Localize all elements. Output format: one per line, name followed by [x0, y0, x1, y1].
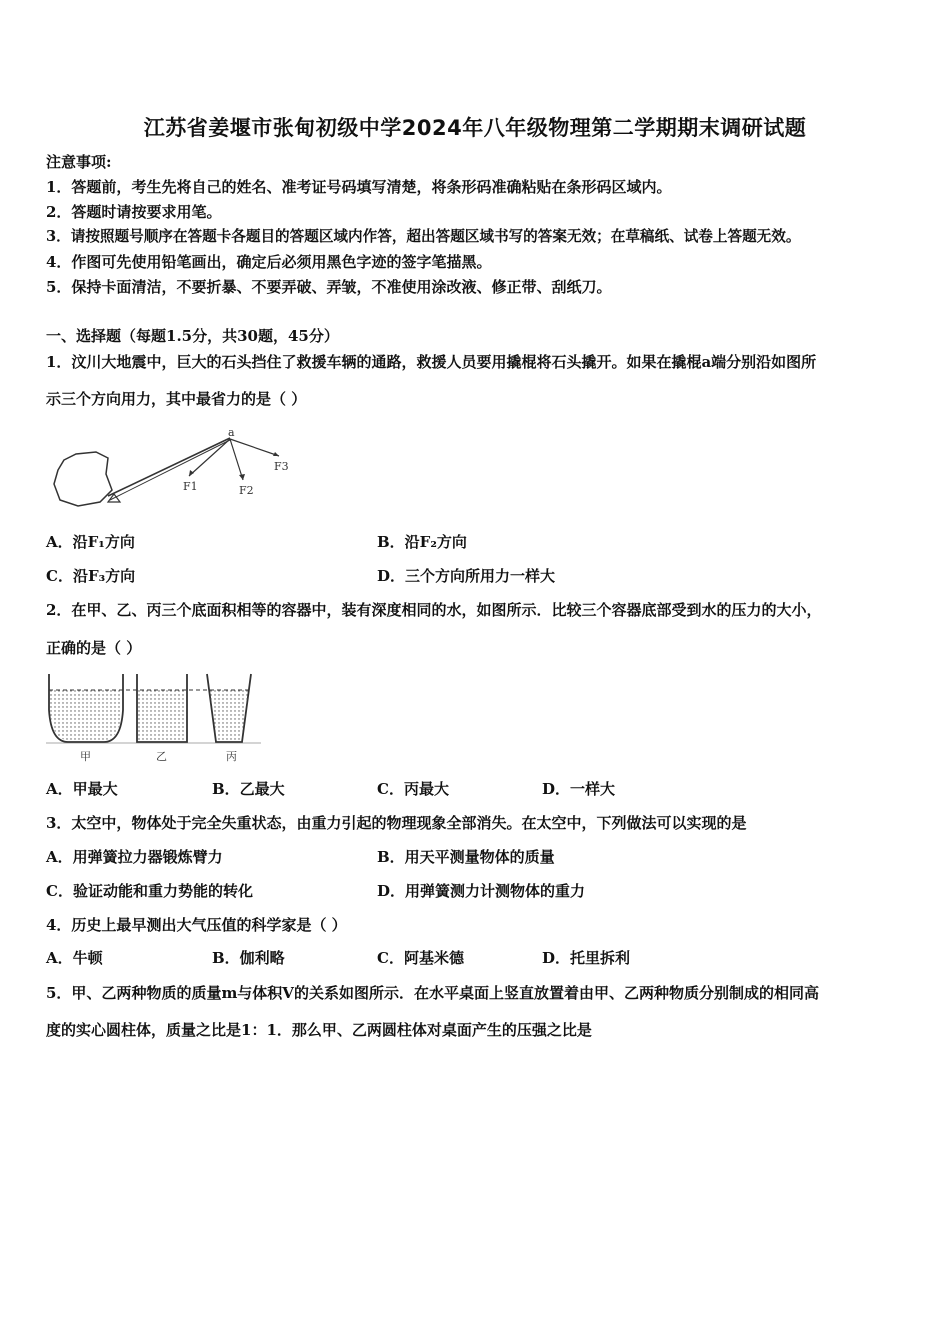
q5-stem-line2: 度的实心圆柱体，质量之比是1：1．那么甲、乙两圆柱体对桌面产生的压强之比是 — [46, 1021, 592, 1039]
label-jia: 甲 — [80, 750, 91, 763]
q2-option-b[interactable]: B．乙最大 — [212, 780, 285, 798]
notice-item: 3．请按照题号顺序在答题卡各题目的答题区域内作答，超出答题区域书写的答案无效；在草稿纸、试卷上答题无效。 — [46, 228, 801, 245]
page-title: 江苏省姜堰市张甸初级中学2024年八年级物理第二学期期末调研试题 — [143, 116, 807, 140]
force-f2-arrow — [230, 439, 243, 480]
label-yi: 乙 — [156, 750, 167, 763]
q5-stem-line1: 5．甲、乙两种物质的质量m与体积V的关系如图所示．在水平桌面上竖直放置着由甲、乙两种物质分别制成的相同高 — [46, 984, 819, 1002]
q4-stem: 4．历史上最早测出大气压值的科学家是（ ） — [46, 916, 347, 934]
notice-heading: 注意事项: — [46, 153, 112, 171]
q3-option-a[interactable]: A．用弹簧拉力器锻炼臂力 — [46, 848, 223, 866]
rock-shape — [54, 452, 112, 506]
q3-option-b[interactable]: B．用天平测量物体的质量 — [377, 848, 555, 866]
q3-option-d[interactable]: D．用弹簧测力计测物体的重力 — [377, 882, 586, 900]
q4-option-b[interactable]: B．伽利略 — [212, 949, 285, 967]
q4-option-d[interactable]: D．托里拆利 — [542, 949, 631, 967]
q4-option-a[interactable]: A．牛顿 — [46, 949, 103, 967]
crowbar-figure — [46, 428, 296, 510]
q1-stem-line2: 示三个方向用力，其中最省力的是（ ） — [46, 390, 307, 408]
q2-option-c[interactable]: C．丙最大 — [377, 780, 449, 798]
q2-option-d[interactable]: D．一样大 — [542, 780, 616, 798]
notice-item: 2．答题时请按要求用笔。 — [46, 203, 222, 221]
q3-option-c[interactable]: C．验证动能和重力势能的转化 — [46, 882, 253, 900]
q1-option-a[interactable]: A．沿F₁方向 — [46, 533, 135, 551]
q2-stem-line1: 2．在甲、乙、丙三个底面积相等的容器中，装有深度相同的水，如图所示．比较三个容器底部受到水的压力的大小， — [46, 601, 822, 619]
q4-option-c[interactable]: C．阿基米德 — [377, 949, 464, 967]
containers-figure — [46, 670, 266, 768]
label-a: a — [228, 428, 235, 439]
q2-stem-line2: 正确的是（ ） — [46, 639, 142, 657]
q1-stem-line1: 1．汶川大地震中，巨大的石头挡住了救援车辆的通路，救援人员要用撬棍将石头撬开。如果在撬棍a端分别沿如图所 — [46, 353, 817, 371]
q1-option-c[interactable]: C．沿F₃方向 — [46, 567, 136, 585]
q1-option-d[interactable]: D．三个方向所用力一样大 — [377, 567, 556, 585]
notice-item: 1．答题前，考生先将自己的姓名、准考证号码填写清楚，将条形码准确粘贴在条形码区域内。 — [46, 178, 672, 196]
section-heading: 一、选择题（每题1.5分，共30题，45分） — [46, 327, 339, 345]
q3-stem: 3．太空中，物体处于完全失重状态，由重力引起的物理现象全部消失。在太空中，下列做法可以实现的是 — [46, 814, 747, 832]
label-bing: 丙 — [226, 750, 237, 763]
q1-option-b[interactable]: B．沿F₂方向 — [377, 533, 467, 551]
label-f2: F2 — [239, 484, 254, 497]
force-f3-arrow — [230, 439, 279, 456]
notice-item: 5．保持卡面清洁，不要折暴、不要弄破、弄皱，不准使用涂改液、修正带、刮纸刀。 — [46, 278, 612, 296]
q2-option-a[interactable]: A．甲最大 — [46, 780, 118, 798]
label-f1: F1 — [183, 480, 198, 493]
crowbar — [108, 438, 230, 496]
label-f3: F3 — [274, 460, 289, 473]
notice-item: 4．作图可先使用铅笔画出，确定后必须用黑色字迹的签字笔描黑。 — [46, 253, 492, 271]
